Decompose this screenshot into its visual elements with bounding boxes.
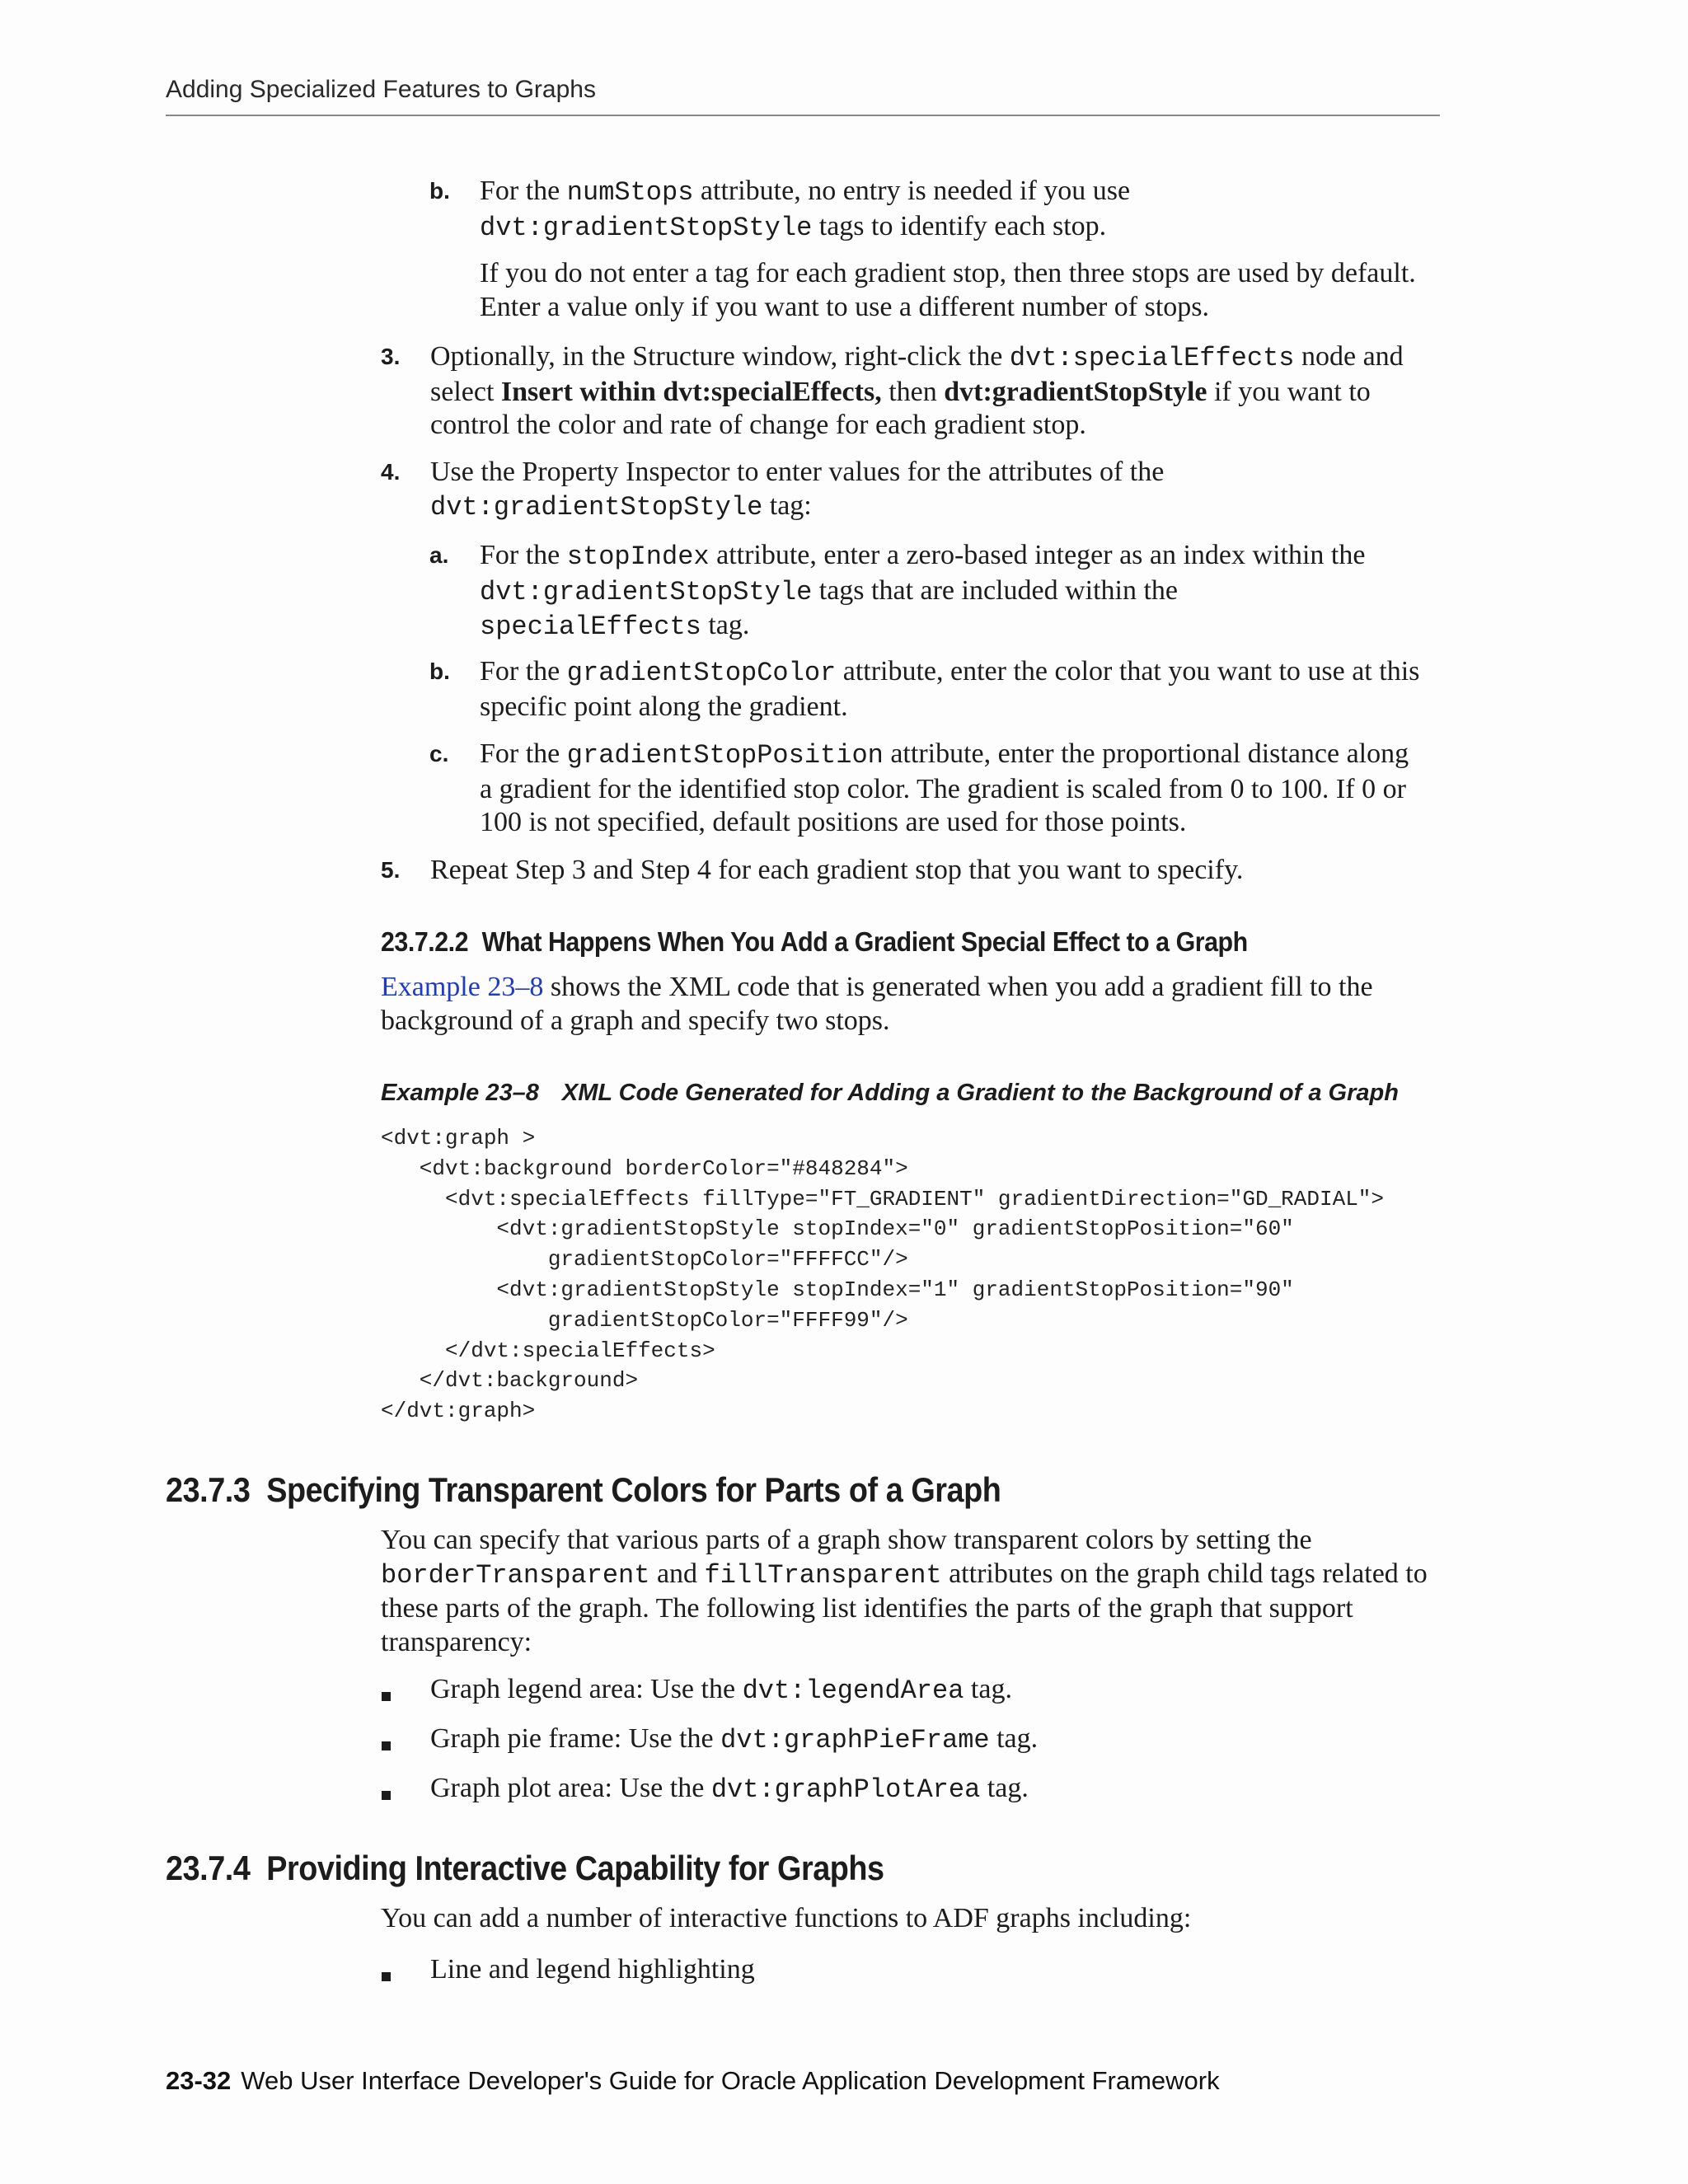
substep-text: For the gradientStopColor attribute, enter the color that you want to use at this specific point along the gradient. [480, 656, 1420, 722]
list-item: Graph plot area: Use the dvt:graphPlotArea tag. [430, 1773, 1029, 1805]
substep-label: c. [429, 741, 449, 766]
code-block: <dvt:graph > <dvt:background borderColor="#848284"> <dvt:specialEffects fillType="FT_GRADIENT" gradientDirection="GD_RADIAL"> <dvt:gradientStopStyle stopIndex="0" gradientStopPosition="60" gradientStopColor="FFFFCC"/> <dvt:gradientStopStyle stopIndex="1" gradientStopPosition="90" gradientStopColor="FFFF99"/> </dvt:specialEffects> </dvt:background> </dvt:graph> [381, 1126, 1384, 1424]
step-note: If you do not enter a tag for each gradient stop, then three stops are used by default. Enter a value only if you want to use a different number of stops. [480, 258, 1416, 322]
step-text: For the numStops attribute, no entry is needed if you use dvt:gradientStopStyle tags to identify each stop. [480, 176, 1131, 243]
step-label: b. [429, 178, 450, 204]
book-title: Web User Interface Developer's Guide for Oracle Application Development Framework [241, 2066, 1220, 2095]
step-label: 5. [381, 857, 401, 883]
section-heading: 23.7.2.2 What Happens When You Add a Gradient Special Effect to a Graph [381, 926, 1248, 957]
list-item: Graph pie frame: Use the dvt:graphPieFrame tag. [430, 1723, 1039, 1755]
bullet-icon [382, 1741, 391, 1750]
step-label: 3. [381, 344, 401, 369]
substep-text: For the stopIndex attribute, enter a zero-based integer as an index within the dvt:gradientStopStyle tags that are included within the specialEffects tag. [480, 540, 1366, 642]
step-text: Use the Property Inspector to enter values for the attributes of the dvt:gradientStopStyle tag: [430, 457, 1165, 523]
header-rule [166, 115, 1440, 116]
step-label: 4. [381, 459, 401, 485]
bullet-icon [382, 1972, 391, 1981]
section-text: You can specify that various parts of a graph show transparent colors by setting the borderTransparent and fillTransparent attributes on the graph child tags related to these parts of the graph. The following list identifies the parts of the graph that support transparency: [381, 1525, 1428, 1657]
section-text: Example 23–8 shows the XML code that is generated when you add a gradient fill to the background of a graph and specify two stops. [381, 972, 1373, 1036]
example-link[interactable]: Example 23–8 [381, 972, 544, 1002]
step-text: Optionally, in the Structure window, right-click the dvt:specialEffects node and select Insert within dvt:specialEffects, then dvt:gradientStopStyle if you want to control the color and rate of change for each gradient stop. [430, 341, 1404, 440]
substep-text: For the gradientStopPosition attribute, enter the proportional distance along a gradient for the identified stop color. The gradient is scaled from 0 to 100. If 0 or 100 is not specified, default positions are used for those points. [480, 738, 1409, 837]
page-number: 23-32 [166, 2066, 232, 2095]
running-header: Adding Specialized Features to Graphs [166, 76, 596, 103]
substep-label: b. [429, 658, 450, 684]
step-text: Repeat Step 3 and Step 4 for each gradient stop that you want to specify. [430, 855, 1244, 885]
example-title: Example 23–8 XML Code Generated for Adding a Gradient to the Background of a Graph [381, 1080, 1399, 1106]
list-item: Line and legend highlighting [430, 1954, 755, 1985]
bullet-icon [382, 1791, 391, 1800]
section-heading: 23.7.3 Specifying Transparent Colors for Parts of a Graph [166, 1470, 1001, 1509]
page-footer [166, 2066, 1220, 2096]
substep-label: a. [429, 542, 449, 568]
bullet-icon [382, 1692, 391, 1701]
section-heading: 23.7.4 Providing Interactive Capability for Graphs [166, 1849, 884, 1887]
section-text: You can add a number of interactive functions to ADF graphs including: [381, 1903, 1192, 1933]
list-item: Graph legend area: Use the dvt:legendArea tag. [430, 1674, 1012, 1706]
